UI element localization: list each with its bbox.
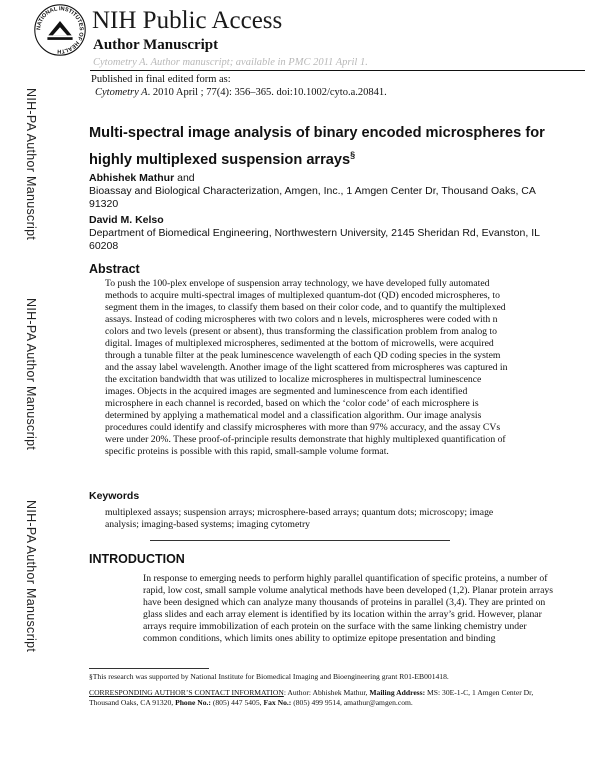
- introduction-heading: INTRODUCTION: [89, 552, 185, 566]
- svg-text:NATIONAL INSTITUTES OF HEALTH: NATIONAL INSTITUTES OF HEALTH: [36, 6, 84, 54]
- contact-address: MS: 30E-1-C, 1 Amgen Center Dr, Thousand Oaks, CA 91320,: [89, 688, 534, 707]
- side-label-bottom: NIH-PA Author Manuscript: [24, 500, 38, 653]
- citation: [95, 88, 387, 99]
- funding-footnote: §This research was supported by National Institute for Biomedical Imaging and Bioengineering grant R01-EB001418.: [89, 672, 449, 681]
- side-label-middle: NIH-PA Author Manuscript: [24, 298, 38, 451]
- contact-author: : Author: Abhishek Mathur,: [283, 688, 370, 697]
- header-divider: [90, 70, 585, 71]
- article-title-text: Multi-spectral image analysis of binary encoded microspheres for highly multiplexed suspension arrays: [89, 125, 545, 168]
- availability-note: Cytometry A. Author manuscript; available in PMC 2011 April 1.: [93, 57, 368, 68]
- published-note: Published in final edited form as:: [91, 74, 231, 85]
- contact-footnote: [89, 688, 559, 708]
- journal-name: Cytometry A: [95, 87, 148, 98]
- phone-label: Phone No.:: [175, 698, 211, 707]
- address-label: Mailing Address:: [369, 688, 426, 697]
- keywords-text: multiplexed assays; suspension arrays; microsphere-based arrays; quantum dots; microscopy; image analysis; imaging-based systems; imaging cytometry: [105, 507, 494, 530]
- footnote-divider: [89, 668, 209, 669]
- side-label-top: NIH-PA Author Manuscript: [24, 88, 38, 241]
- title-footnote-mark: §: [350, 150, 356, 160]
- citation-details: . 2010 April ; 77(4): 356–365. doi:10.1002/cyto.a.20841.: [147, 87, 387, 98]
- header-title: NIH Public Access: [92, 7, 283, 34]
- author-affiliation: Bioassay and Biological Characterization, Amgen, Inc., 1 Amgen Center Dr, Thousand Oaks, CA 91320: [89, 185, 536, 210]
- nih-seal-logo: [33, 3, 87, 57]
- author-name: David M. Kelso: [89, 214, 164, 226]
- contact-label: CORRESPONDING AUTHOR’S CONTACT INFORMATION: [89, 688, 284, 697]
- abstract-heading: Abstract: [89, 262, 140, 276]
- author-block: [89, 214, 549, 253]
- author-affiliation: Department of Biomedical Engineering, Northwestern University, 2145 Sheridan Rd, Evanston, IL 60208: [89, 227, 540, 252]
- contact-fax-email: (805) 499 9514, amathur@amgen.com.: [291, 698, 413, 707]
- keywords-divider: [150, 540, 450, 541]
- abstract-text: To push the 100-plex envelope of suspension array technology, we have developed fully automated methods to acquire multi-spectral images of multiplexed quantum-dot (QD) encoded microspheres, to segment them in the images, to classify them based on their color code, and to quantify the multiplexed assays. Instead of coding microspheres with two colors and n levels, microspheres were coded with n colors and two levels (present or absent), thus transforming the classification problem from analog to digital. Images of multiplexed microspheres, sedimented at the bottom of microwells, were acquired through a tunable filter at the peak luminescence wavelength of each QD coding species in the system and the assay label wavelength. Another image of the light scattered from microspheres was captured in the excitation bandwidth that was utilized to localize microspheres in multispectral luminescence images. Objects in the acquired images are segmented and luminescence from each identified microsphere in each channel is recorded, based on which the ‘color code’ of each microsphere is determined by applying a mathematical model and a classification algorithm. Our image analysis procedures could identify and classify microspheres with more than 97% accuracy, and the assay CVs were under 20%. These proof-of-principle results demonstrate that highly multiplexed quantification of specific proteins is possible with this rapid, small-sample volume format.: [105, 278, 508, 457]
- keywords-heading: Keywords: [89, 490, 140, 502]
- introduction-text: In response to emerging needs to perform highly parallel quantification of specific proteins, a number of rapid, low cost, small sample volume analytical methods have been developed (1,2). Planar protein arrays have been designed which can analyze many thousands of proteins in parallel (3,4). They are printed on glass slides and each array element is identified by its location within the array’s grid. However, planar arrays require immobilization of each protein on the surface with the same linking chemistry under common conditions, which limits ones ability to optimize epitope presentation and binding: [143, 573, 553, 644]
- contact-phone: (805) 447 5405,: [210, 698, 264, 707]
- author-name: Abhishek Mathur: [89, 172, 175, 184]
- fax-label: Fax No.:: [263, 698, 292, 707]
- author-block: [89, 172, 549, 211]
- author-connector: and: [174, 172, 195, 184]
- header-subtitle: Author Manuscript: [93, 37, 219, 53]
- article-title: [89, 122, 559, 171]
